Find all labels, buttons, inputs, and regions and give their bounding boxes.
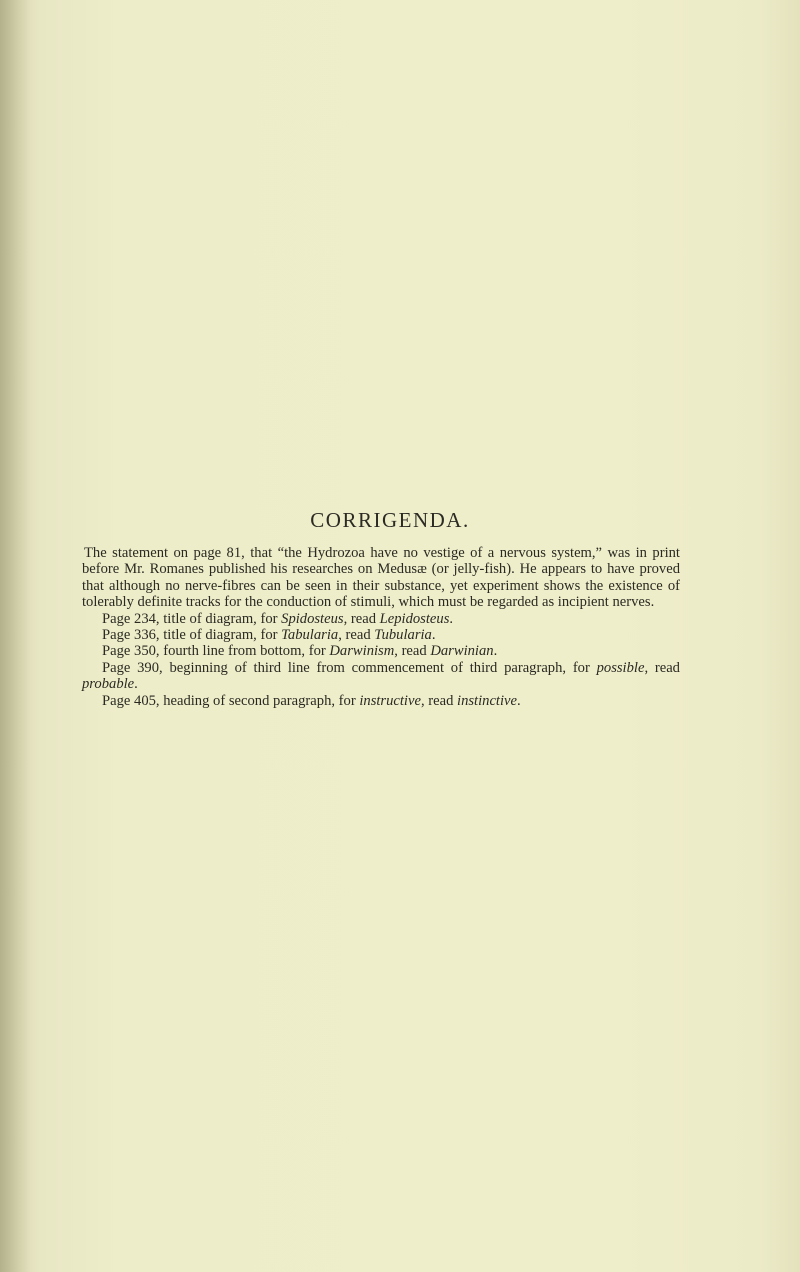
correction-right-term: probable — [82, 676, 135, 693]
correction-entry-3 — [82, 643, 680, 659]
correction-prefix: Page 405, heading of second paragraph, for — [102, 692, 360, 709]
correction-wrong-term: instructive — [359, 692, 421, 709]
correction-wrong-term: Spidosteus — [281, 610, 344, 627]
correction-suffix: . — [517, 692, 521, 709]
correction-right-term: instinctive — [457, 692, 517, 709]
correction-prefix: Page 350, fourth line from bottom, for — [102, 643, 330, 660]
correction-entry-4 — [82, 660, 680, 693]
correction-entry-1 — [82, 611, 680, 627]
correction-mid: , read — [338, 627, 375, 644]
correction-wrong-term: Tabularia — [281, 627, 339, 644]
correction-right-term: Darwinian — [430, 643, 494, 660]
corrigenda-section — [82, 508, 680, 709]
correction-suffix: . — [134, 676, 138, 693]
correction-suffix: . — [431, 627, 436, 644]
correction-right-term: Lepidosteus — [379, 610, 450, 627]
correction-mid: , read — [343, 610, 380, 627]
correction-entry-5 — [82, 693, 680, 709]
correction-prefix: Page 336, title of diagram, for — [102, 627, 282, 644]
correction-prefix: Page 234, title of diagram, for — [102, 610, 282, 627]
correction-entry-2 — [82, 627, 680, 643]
correction-wrong-term: possible — [596, 659, 645, 676]
correction-right-term: Tubularia — [374, 627, 432, 644]
correction-mid: , read — [420, 692, 458, 709]
correction-suffix: . — [493, 643, 498, 660]
correction-prefix: Page 390, beginning of third line from commencement of third paragraph, for — [102, 659, 597, 676]
intro-paragraph: The statement on page 81, that “the Hydrozoa have no vestige of a nervous system,” was in print before Mr. Romanes published his researches on Medusæ (or jelly-fish). He appears to have proved that although no nerve-fibres can be seen in their substance, yet experiment shows the existence of tolerably definite tracks for the conduction of stimuli, which must be regarded as incipient nerves. — [82, 545, 680, 611]
correction-wrong-term: Darwinism — [329, 643, 395, 660]
correction-mid: , read — [394, 643, 431, 660]
correction-mid: , read — [644, 659, 680, 676]
correction-suffix: . — [449, 610, 454, 627]
corrigenda-heading: CORRIGENDA. — [310, 508, 470, 532]
